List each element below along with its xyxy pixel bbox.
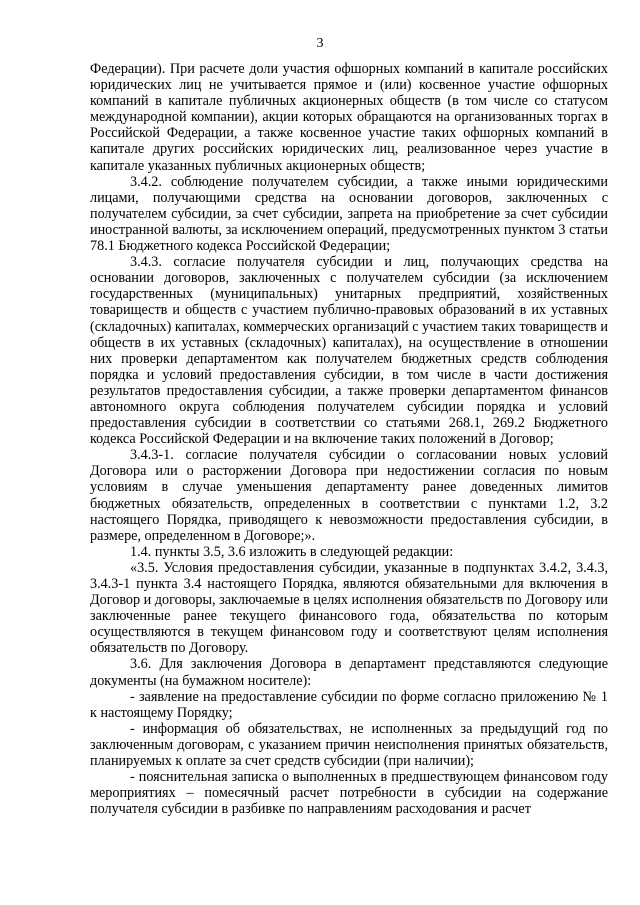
paragraph-3-5: «3.5. Условия предоставления субсидии, указанные в подпунктах 3.4.2, 3.4.3, 3.4.3-1 пункта 3.4 настоящего Порядка, являются обязательными для включения в Договор и договоры, заключаемые в целях исполнения обязательств по Договору или заключенные ранее текущего финансового года, обязательства по которым осуществляются в текущем финансовом году и соответствуют целям исполнения обязательств по Договору. (90, 559, 608, 657)
page-number: 3 (316, 36, 324, 51)
list-item-explanatory-note: - пояснительная записка о выполненных в предшествующем финансовом году мероприятиях – помесячный расчет потребности в субсидии на содержание получателя субсидии в разбивке по направлениям расходования и расчет (90, 769, 608, 818)
paragraph-offshore-continuation: Федерации). При расчете доли участия офшорных компаний в капитале российских юридических лиц не учитывается прямое и (или) косвенное участие офшорных компаний в капитале публичных акционерных обществ (в том числе со статусом международной компании), акции которых обращаются на организованных торгах в Российской Федерации, а также косвенное участие таких офшорных компаний в капитале других российских юридических лиц, реализованное через участие в капитале указанных публичных акционерных обществ; (90, 61, 608, 174)
list-item-obligations-info: - информация об обязательствах, не исполненных за предыдущий год по заключенным договорам, с указанием причин неисполнения принятых обязательств, планируемых к оплате за счет средств субсидии (при наличии); (90, 720, 608, 770)
paragraph-1-4: 1.4. пункты 3.5, 3.6 изложить в следующей редакции: (130, 543, 454, 560)
paragraph-3-4-3-1: 3.4.3-1. согласие получателя субсидии о согласовании новых условий Договора или о расторжении Договора при недостижении согласия по новым условиям в случае уменьшения департаменту ранее доведенных лимитов бюджетных обязательств, определенных в соответствии с пунктами 1.2, 3.2 настоящего Порядка, приводящего к невозможности предоставления субсидии, в размере, определенном в Договоре;». (90, 447, 608, 544)
paragraph-3-6: 3.6. Для заключения Договора в департамент представляются следующие документы (на бумажном носителе): (90, 656, 608, 689)
paragraph-3-4-3: 3.4.3. согласие получателя субсидии и лиц, получающих средства на основании договоров, заключенных с получателем субсидии (за исключением государственных (муниципальных) унитарных предприятий, хозяйственных товариществ и обществ с участием публично-правовых образований в их уставных (складочных) капиталах, коммерческих организаций с участием таких товариществ и обществ в их уставных (складочных) капиталах), на осуществление в отношении них проверки департаментом как получателем бюджетных средств соблюдения порядка и условий предоставления субсидии, в том числе в части достижения результатов предоставления субсидии, а также проверки департаментом финансов автономного округа соблюдения получателем субсидии порядка и условий предоставления субсидии в соответствии со статьями 268.1, 269.2 Бюджетного кодекса Российской Федерации и на включение таких положений в Договор; (90, 254, 608, 448)
paragraph-3-4-2: 3.4.2. соблюдение получателем субсидии, а также иными юридическими лицами, получающими средства на основании договоров, заключенных с получателем субсидии, за счет субсидии, запрета на приобретение за счет субсидии иностранной валюты, за исключением операций, предусмотренных пунктом 3 статьи 78.1 Бюджетного кодекса Российской Федерации; (90, 173, 608, 255)
list-item-application: - заявление на предоставление субсидии по форме согласно приложению № 1 к настоящему Порядку; (90, 688, 608, 721)
document-body (90, 61, 608, 817)
